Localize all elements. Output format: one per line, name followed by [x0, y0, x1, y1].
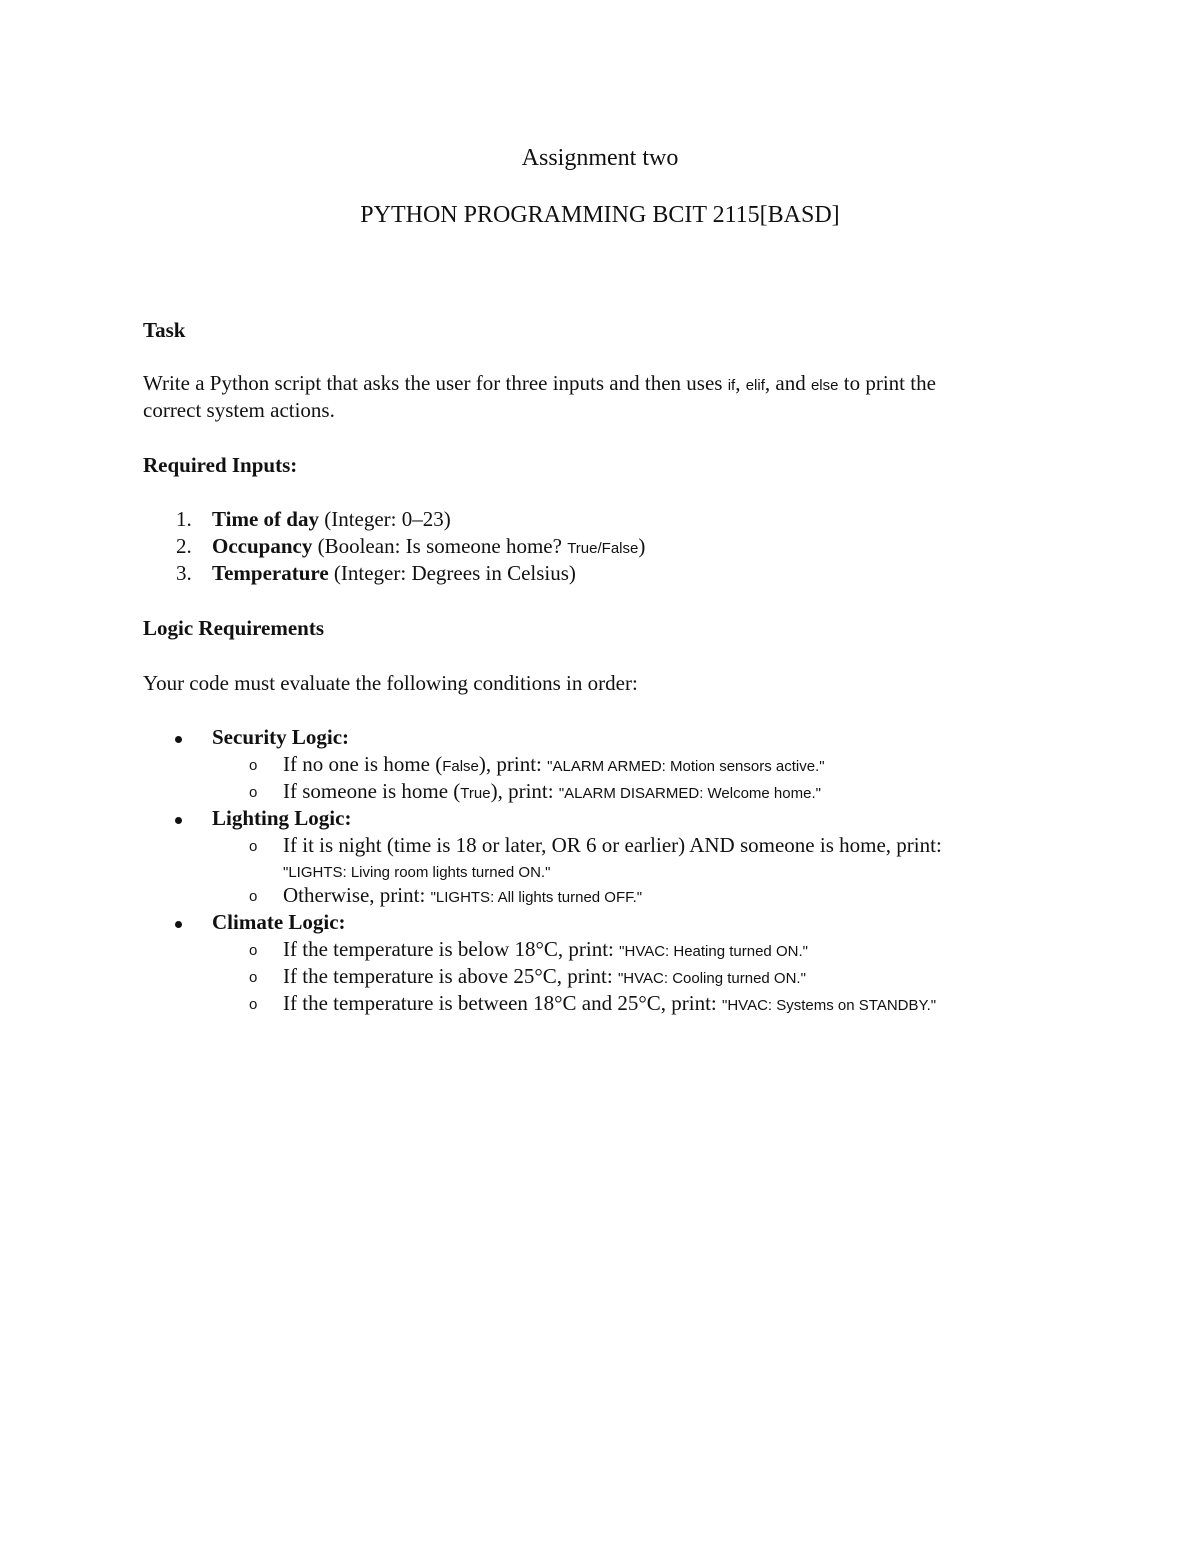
bullet-dot [175, 817, 182, 824]
lighting-rule-night: If it is night (time is 18 or later, OR 6 or earlier) AND someone is home, print: [283, 833, 942, 857]
security-rule-away: If no one is home (False), print: "ALARM ARMED: Motion sensors active." [283, 752, 825, 776]
document-title: Assignment two [521, 145, 679, 171]
keyword-elif: elif [745, 377, 765, 394]
input-item-temperature: Temperature (Integer: Degrees in Celsius) [212, 561, 576, 585]
input-item-number: 2. [176, 534, 192, 558]
logic-intro: Your code must evaluate the following conditions in order: [143, 671, 638, 695]
security-rule-home: If someone is home (True), print: "ALARM DISARMED: Welcome home." [283, 779, 821, 803]
sub-bullet-marker: o [249, 996, 258, 1013]
input-item-number: 1. [176, 507, 192, 531]
lighting-rule-otherwise: Otherwise, print: "LIGHTS: All lights turned OFF." [283, 883, 643, 907]
task-paragraph-line2: correct system actions. [143, 398, 335, 422]
sub-bullet-marker: o [249, 784, 258, 801]
sub-bullet-marker: o [249, 757, 258, 774]
sub-bullet-marker: o [249, 942, 258, 959]
keyword-if: if [727, 377, 736, 394]
bullet-dot [175, 921, 182, 928]
task-heading: Task [143, 318, 186, 342]
lighting-logic-label: Lighting Logic: [212, 806, 352, 830]
input-item-time-of-day: Time of day (Integer: 0–23) [212, 507, 451, 531]
climate-rule-cooling: If the temperature is above 25°C, print: "HVAC: Cooling turned ON." [283, 964, 806, 988]
keyword-else: else [810, 377, 839, 394]
sub-bullet-marker: o [249, 888, 258, 905]
climate-rule-standby: If the temperature is between 18°C and 25°C, print: "HVAC: Systems on STANDBY." [283, 991, 937, 1015]
bullet-dot [175, 736, 182, 743]
sub-bullet-marker: o [249, 969, 258, 986]
document-subtitle: PYTHON PROGRAMMING BCIT 2115[BASD] [360, 202, 840, 228]
input-item-number: 3. [176, 561, 192, 585]
lighting-rule-night-output: "LIGHTS: Living room lights turned ON." [283, 864, 551, 881]
logic-heading: Logic Requirements [143, 616, 325, 640]
inputs-heading: Required Inputs: [143, 453, 298, 477]
climate-rule-heating: If the temperature is below 18°C, print: "HVAC: Heating turned ON." [283, 937, 808, 961]
climate-logic-label: Climate Logic: [212, 910, 346, 934]
task-paragraph-line1: Write a Python script that asks the user for three inputs and then uses if, elif, and else to print the [143, 371, 936, 395]
input-item-occupancy: Occupancy (Boolean: Is someone home? True/False) [212, 534, 646, 558]
sub-bullet-marker: o [249, 838, 258, 855]
security-logic-label: Security Logic: [212, 725, 350, 749]
